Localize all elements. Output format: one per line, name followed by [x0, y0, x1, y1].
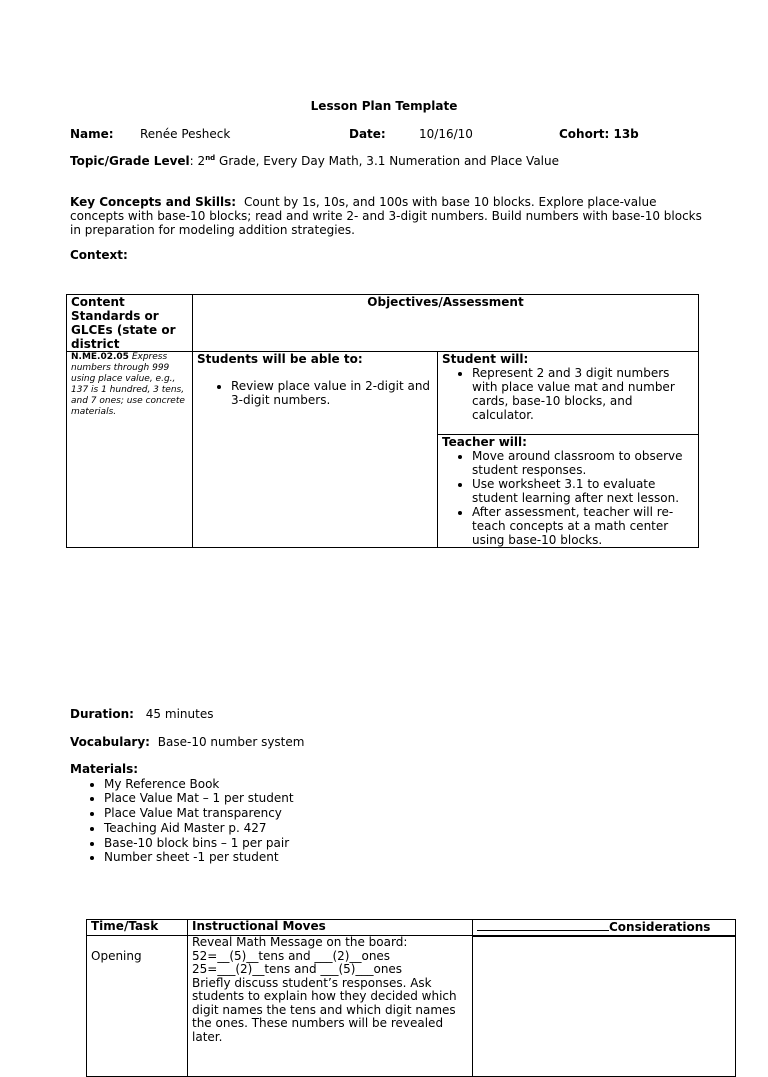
duration-line	[70, 707, 213, 721]
standards-header: Content Standards or GLCEs (state or district	[67, 295, 193, 352]
teacher-will-list	[442, 449, 694, 547]
materials-list	[70, 777, 294, 865]
time-task-header: Time/Task	[87, 920, 188, 936]
cohort-label: Cohort: 13b	[559, 127, 639, 141]
instructional-moves-header: Instructional Moves	[188, 920, 473, 936]
topic-label: Topic/Grade Level	[70, 154, 190, 168]
name-label: Name:	[70, 127, 114, 141]
assessment-cell	[438, 352, 699, 548]
topic-text: Grade, Every Day Math, 3.1 Numeration and Place Value	[219, 154, 560, 168]
topic-colon: :	[189, 154, 194, 168]
key-concepts-label: Key Concepts and Skills:	[70, 195, 237, 209]
topic-line	[70, 154, 559, 168]
key-concepts	[70, 195, 710, 237]
moves-line: Reveal Math Message on the board:	[192, 935, 408, 949]
list-item: • Number sheet -1 per student	[104, 850, 294, 865]
materials-label: Materials:	[70, 762, 139, 776]
considerations-header	[473, 920, 736, 936]
instructional-moves-table	[86, 919, 736, 1077]
duration-label: Duration:	[70, 707, 134, 721]
objectives-table	[66, 294, 699, 548]
teacher-will-label: Teacher will:	[442, 435, 527, 449]
standard-cell	[67, 352, 193, 548]
opening-task-cell: Opening	[87, 936, 188, 1077]
standard-text: Express numbers through 999 using place value, e.g., 137 is 1 hundred, 3 tens, and 7 ones; use concrete materials.	[71, 352, 185, 417]
moves-line: 25=___(2)__tens and ___(5)___ones	[192, 962, 403, 976]
topic-grade: 2	[197, 154, 206, 168]
list-item: • Use worksheet 3.1 to evaluate student learning after next lesson.	[472, 477, 694, 505]
name-value: Renée Pesheck	[140, 127, 231, 141]
vocabulary-label: Vocabulary:	[70, 735, 150, 749]
vocabulary-line	[70, 735, 304, 749]
opening-considerations-cell	[473, 936, 736, 1077]
key-concepts-text: Count by 1s, 10s, and 100s with base 10 blocks. Explore place-value concepts with base-10 blocks; read and write 2- and 3-digit numbers. Build numbers with base-10 blocks in preparation for modeling addition strategies.	[70, 195, 702, 237]
students-cell	[193, 352, 438, 548]
student-will-list	[442, 366, 694, 422]
list-item: • Place Value Mat – 1 per student	[104, 791, 294, 806]
students-label: Students will be able to:	[197, 352, 363, 366]
teacher-will-cell	[438, 435, 698, 548]
document-title: Lesson Plan Template	[310, 99, 458, 113]
opening-moves-cell	[188, 936, 473, 1077]
list-item: • Teaching Aid Master p. 427	[104, 821, 294, 836]
considerations-label: Considerations	[609, 920, 711, 934]
list-item: • Base-10 block bins – 1 per pair	[104, 836, 294, 851]
list-item: • After assessment, teacher will re-teach concepts at a math center using base-10 blocks.	[472, 505, 694, 547]
date-value: 10/16/10	[419, 127, 473, 141]
student-will-cell	[438, 352, 698, 435]
topic-grade-suffix: nd	[205, 154, 216, 162]
list-item: • Represent 2 and 3 digit numbers with place value mat and number cards, base-10 blocks, and calculator.	[472, 366, 694, 422]
students-list	[197, 379, 433, 407]
list-item: • My Reference Book	[104, 777, 294, 792]
materials-section	[70, 762, 294, 865]
list-item: • Move around classroom to observe student responses.	[472, 449, 694, 477]
student-will-label: Student will:	[442, 352, 529, 366]
context-label: Context:	[70, 248, 128, 262]
moves-line: 52=__(5)__tens and ___(2)__ones	[192, 948, 391, 963]
vocabulary-value: Base-10 number system	[157, 735, 305, 749]
underline-blank	[477, 920, 609, 931]
standard-code: N.ME.02.05	[71, 352, 129, 362]
list-item: • Place Value Mat transparency	[104, 806, 294, 821]
date-label: Date:	[349, 127, 386, 141]
objectives-header: Objectives/Assessment	[193, 295, 699, 352]
list-item: • Review place value in 2-digit and 3-digit numbers.	[231, 379, 433, 407]
moves-line: Briefly discuss student’s responses. Ask students to explain how they decided which digit names the tens and which digit names the ones. These numbers will be revealed later.	[192, 975, 457, 1044]
duration-value: 45 minutes	[145, 707, 214, 721]
